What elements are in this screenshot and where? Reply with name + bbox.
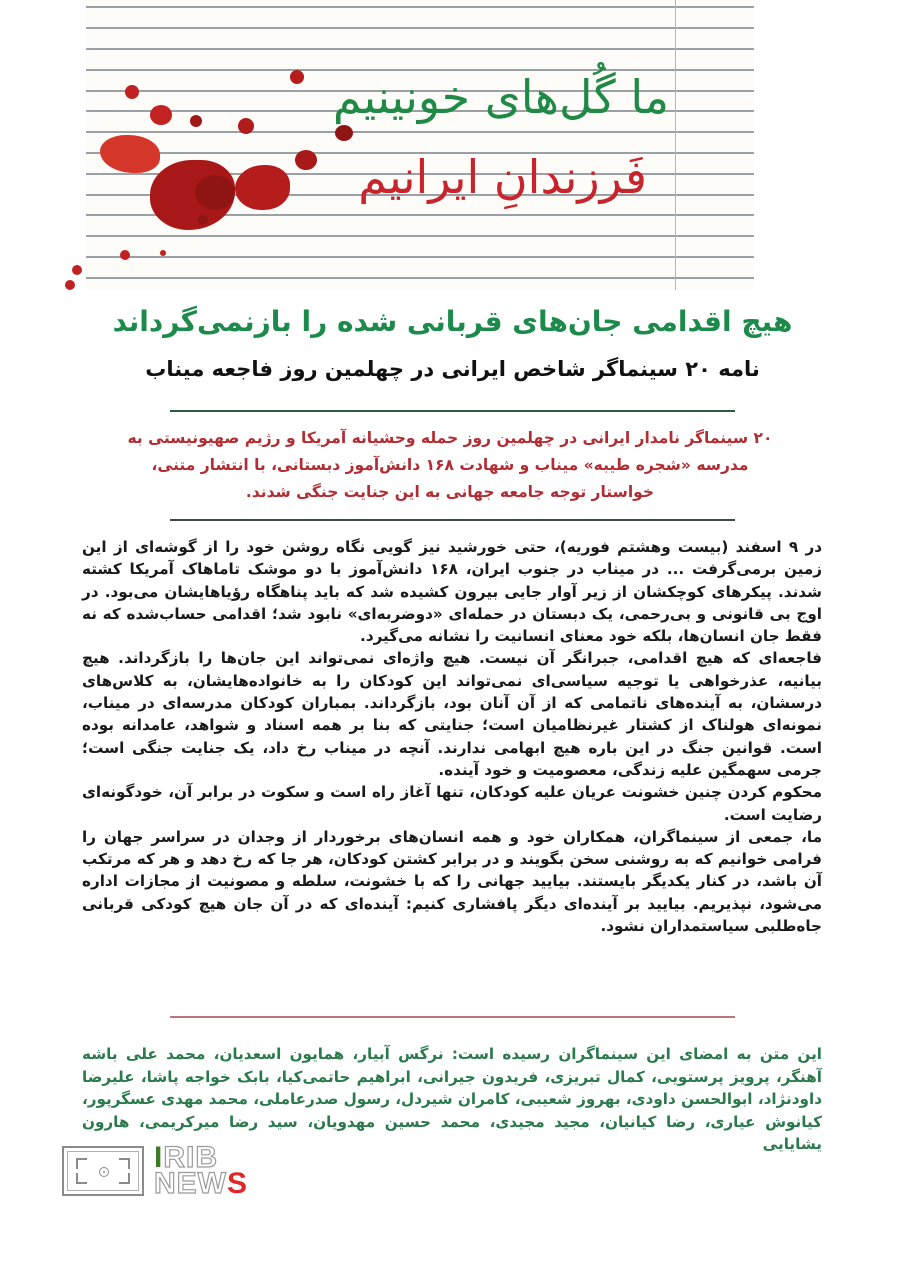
body-paragraph: محکوم کردن چنین خشونت عریان علیه کودکان، تنها آغاز راه است و سکوت در برابر آن، خودگونه‌ای رضایت است. <box>82 783 822 824</box>
camera-frame-icon <box>62 1146 144 1196</box>
body-paragraph: در ۹ اسفند (بیست وهشتم فوریه)، حتی خورشید نیز گویی نگاه روشن خود را از گوشه‌ای از این زمین برمی‌گرفت ... در میناب در جنوب ایران، ۱۶۸ دانش‌آموز با دو موشک تاماهاک آمریکا کشته شدند. پیکرهای کوچکشان از زیر آوار جایی بیرون کشیده شد که باید پناهگاه رؤیاهایشان می‌بود. در اوج بی قانونی و بی‌رحمی، یک دبستان در حمله‌ای «دوضربه‌ای» نابود شد؛ اقدامی حساب‌شده که نه فقط جان انسان‌ها، بلکه خود معنای انسانیت را نشانه می‌گیرد. <box>82 538 823 646</box>
logo-text-irib: IRIB <box>154 1141 219 1174</box>
headline-subtitle: نامه ۲۰ سینماگر شاخص ایرانی در چهلمین روز فاجعه میناب <box>145 357 760 381</box>
body-paragraph: فاجعه‌ای که هیچ اقدامی، جبرانگر آن نیست. هیچ واژه‌ای نمی‌تواند این جان‌ها را بازگرداند. هیچ بیانیه، عذرخواهی یا توجیه سیاسی‌ای نمی‌تواند این کودکان را به خانواده‌هایشان، به کلاس‌های درسشان، به آینده‌های ناتمامی که از آن آنان بود، بازگرداند. بمباران کودکان مدرسه‌ای در میناب، نمونه‌ای هولناک از کشتار غیرنظامیان است؛ جنایتی که بنا بر همه اسناد و شواهد، عامدانه بوده است. قوانین جنگ در این باره هیچ ابهامی ندارند. آنچه در میناب رخ داد، یک جنایت جنگی است؛ جرمی سهمگین علیه زندگی، معصومیت و خود آینده. <box>82 649 822 779</box>
body-paragraph: ما، جمعی از سینماگران، همکاران خود و همه انسان‌های برخوردار از وجدان در سراسر جهان را فرامی خوانیم که به روشنی سخن بگویند و در برابر کشتن کودکان، هر جا که رخ دهد و هر که مرتکب آن باشد، در کنار یکدیگر بایستند. بیایید جهانی را که با خشونت، سلطه و مصونیت از مجازات اداره می‌شود، نپذیریم. بیایید بر آینده‌ای دیگر پافشاری کنیم: آینده‌ای که در آن جان هیچ کودکی قربانی جاه‌طلبی سیاستمداران نشود. <box>82 827 822 936</box>
logo-text-news: NEWS <box>154 1167 249 1200</box>
article-body <box>82 536 822 937</box>
irib-news-logo <box>62 1141 272 1200</box>
divider <box>170 1016 735 1018</box>
signatories-list: این متن به امضای این سینماگران رسیده است: نرگس آبیار، همایون اسعدیان، محمد علی باشه آهنگر، پرویز پرستویی، کمال تبریزی، فریدون جیرانی، ابراهیم حاتمی‌کیا، بابک خواجه پاشا، علیرضا داودنژاد، ابوالحسن داودی، بهروز شعیبی، کامران شیردل، رسول صدرعاملی، محمد مهدی عسگرپور، کیانوش عیاری، رضا کیانیان، مجید مجیدی، محمد حسین مهدویان، سید رضا میرکریمی، هارون یشایایی <box>82 1045 822 1153</box>
handwritten-title-line-1: ما گُل‌های خونینیم <box>332 70 669 124</box>
headline-title: هیچ اقدامی جان‌های قربانی شده را بازنمی‌گرداند <box>112 305 793 338</box>
lead-paragraph: ۲۰ سینماگر نامدار ایرانی در چهلمین روز حمله وحشیانه آمریکا و رژیم صهیونیستی به مدرسه «شجره طیبه» میناب و شهادت ۱۶۸ دانش‌آموز دبستانی، با انتشار متنی، خواستار توجه جامعه جهانی به این جنایت جنگی شدند. <box>127 429 773 501</box>
handwritten-title-line-2: فَرزندانِ ایرانیم <box>358 150 647 204</box>
divider <box>170 410 735 412</box>
divider <box>170 519 735 521</box>
